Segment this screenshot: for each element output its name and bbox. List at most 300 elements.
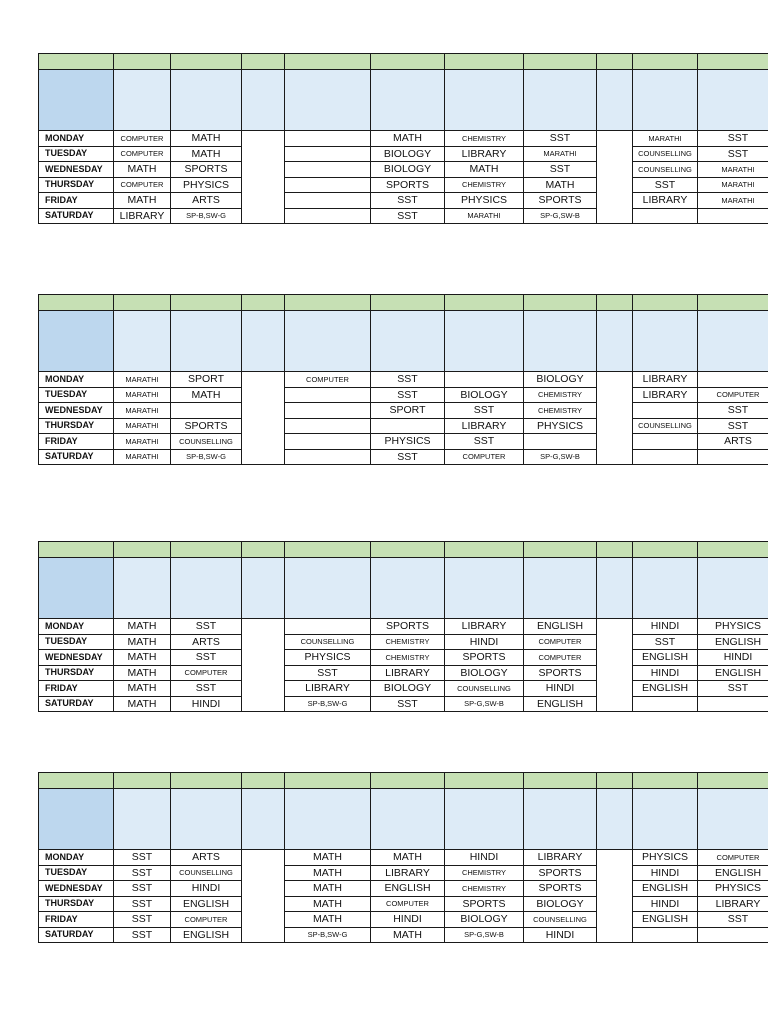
- period-label-cell: [371, 789, 445, 850]
- header-cell: [114, 295, 171, 311]
- subject-cell: HINDI: [171, 881, 242, 897]
- timetable-3: [38, 541, 768, 712]
- header-cell: [371, 542, 445, 558]
- subject-cell: [597, 865, 633, 881]
- subject-cell: SPORTS: [171, 162, 242, 178]
- subject-cell: MARATHI: [698, 162, 768, 178]
- subject-cell: ENGLISH: [633, 912, 698, 928]
- day-row: [39, 131, 768, 147]
- subject-cell: CHEMISTRY: [524, 387, 597, 403]
- header-row: [39, 773, 768, 789]
- subject-cell: MATH: [371, 131, 445, 147]
- subject-cell: [371, 418, 445, 434]
- subject-cell: [242, 634, 285, 650]
- header-cell: [597, 773, 633, 789]
- subject-cell: ENGLISH: [371, 881, 445, 897]
- subject-cell: LIBRARY: [633, 387, 698, 403]
- day-label: FRIDAY: [39, 912, 114, 928]
- day-label: MONDAY: [39, 619, 114, 635]
- subject-cell: [597, 881, 633, 897]
- period-label-cell: [524, 70, 597, 131]
- day-label: FRIDAY: [39, 681, 114, 697]
- subject-cell: SPORTS: [371, 619, 445, 635]
- subject-cell: MARATHI: [524, 146, 597, 162]
- period-label-cell: [524, 789, 597, 850]
- subject-cell: MARATHI: [114, 372, 171, 388]
- subject-cell: SST: [698, 131, 768, 147]
- subject-cell: [597, 650, 633, 666]
- subject-cell: [285, 208, 371, 224]
- subject-cell: ENGLISH: [633, 650, 698, 666]
- subject-cell: PHYSICS: [371, 434, 445, 450]
- header-cell: [242, 295, 285, 311]
- period-label-cell: [171, 70, 242, 131]
- subject-cell: BIOLOGY: [524, 896, 597, 912]
- subject-cell: COUNSELLING: [633, 146, 698, 162]
- header-cell: [524, 773, 597, 789]
- subject-cell: [597, 403, 633, 419]
- subject-cell: [242, 665, 285, 681]
- subject-cell: [242, 650, 285, 666]
- subject-cell: [171, 403, 242, 419]
- period-label-cell: [242, 70, 285, 131]
- header-cell: [524, 542, 597, 558]
- subject-cell: SST: [171, 681, 242, 697]
- day-row: [39, 650, 768, 666]
- subject-cell: SST: [524, 162, 597, 178]
- subject-cell: [597, 208, 633, 224]
- header-cell: [633, 54, 698, 70]
- subject-cell: PHYSICS: [698, 619, 768, 635]
- day-row: [39, 912, 768, 928]
- header-cell: [39, 295, 114, 311]
- header-cell: [242, 542, 285, 558]
- subject-cell: [242, 696, 285, 712]
- subject-cell: SPORTS: [445, 650, 524, 666]
- subject-cell: [242, 434, 285, 450]
- day-row: [39, 434, 768, 450]
- subject-cell: HINDI: [633, 865, 698, 881]
- subject-cell: [698, 449, 768, 465]
- day-row: [39, 418, 768, 434]
- subject-cell: ARTS: [171, 634, 242, 650]
- period-label-cell: [242, 311, 285, 372]
- subject-cell: SST: [698, 418, 768, 434]
- subject-cell: LIBRARY: [633, 193, 698, 209]
- day-row: [39, 634, 768, 650]
- subject-cell: SST: [524, 131, 597, 147]
- subject-cell: HINDI: [171, 696, 242, 712]
- subject-cell: ENGLISH: [698, 865, 768, 881]
- header-cell: [597, 54, 633, 70]
- subject-cell: [597, 619, 633, 635]
- day-row: [39, 449, 768, 465]
- subject-cell: ENGLISH: [171, 896, 242, 912]
- subject-cell: [285, 449, 371, 465]
- header-cell: [524, 295, 597, 311]
- subject-cell: PHYSICS: [445, 193, 524, 209]
- subject-cell: SST: [371, 208, 445, 224]
- subject-cell: [597, 418, 633, 434]
- header-cell: [445, 773, 524, 789]
- day-row: [39, 162, 768, 178]
- day-label: MONDAY: [39, 850, 114, 866]
- subject-cell: MATH: [114, 634, 171, 650]
- subject-cell: MARATHI: [114, 449, 171, 465]
- period-label-cell: [524, 558, 597, 619]
- day-label: MONDAY: [39, 131, 114, 147]
- period-label-cell: [698, 70, 768, 131]
- subject-cell: [597, 927, 633, 943]
- subject-cell: [597, 387, 633, 403]
- subject-cell: COMPUTER: [524, 634, 597, 650]
- subject-cell: BIOLOGY: [445, 387, 524, 403]
- day-label: WEDNESDAY: [39, 650, 114, 666]
- subject-cell: MATH: [114, 696, 171, 712]
- subject-cell: CHEMISTRY: [445, 881, 524, 897]
- subject-cell: [242, 881, 285, 897]
- subject-cell: [597, 449, 633, 465]
- subject-cell: MARATHI: [114, 387, 171, 403]
- subject-cell: COMPUTER: [114, 146, 171, 162]
- period-label-cell: [114, 311, 171, 372]
- header-cell: [698, 54, 768, 70]
- subject-cell: CHEMISTRY: [445, 177, 524, 193]
- subject-cell: MATH: [114, 650, 171, 666]
- header-cell: [285, 54, 371, 70]
- header-cell: [698, 295, 768, 311]
- subject-cell: LIBRARY: [285, 681, 371, 697]
- subject-cell: [285, 131, 371, 147]
- subject-cell: [597, 912, 633, 928]
- subject-cell: MATH: [114, 193, 171, 209]
- subject-cell: COUNSELLING: [445, 681, 524, 697]
- subject-cell: [597, 434, 633, 450]
- subject-cell: LIBRARY: [698, 896, 768, 912]
- subject-cell: [698, 372, 768, 388]
- header-cell: [39, 54, 114, 70]
- subject-cell: ENGLISH: [171, 927, 242, 943]
- subject-cell: SST: [171, 619, 242, 635]
- subject-cell: [242, 418, 285, 434]
- period-label-cell: [698, 789, 768, 850]
- subject-cell: LIBRARY: [445, 619, 524, 635]
- subject-cell: SST: [114, 881, 171, 897]
- period-label-cell: [633, 789, 698, 850]
- header-cell: [371, 295, 445, 311]
- subject-cell: [242, 193, 285, 209]
- subject-cell: HINDI: [698, 650, 768, 666]
- subject-cell: HINDI: [633, 665, 698, 681]
- subject-cell: COMPUTER: [114, 131, 171, 147]
- day-label: TUESDAY: [39, 387, 114, 403]
- period-label-cell: [285, 789, 371, 850]
- subject-cell: MARATHI: [114, 403, 171, 419]
- subject-cell: SPORT: [171, 372, 242, 388]
- subject-cell: [597, 896, 633, 912]
- subject-cell: MATH: [445, 162, 524, 178]
- subject-cell: SST: [698, 912, 768, 928]
- timetable-4: [38, 772, 768, 943]
- subject-cell: MATH: [285, 912, 371, 928]
- period-label-cell: [371, 311, 445, 372]
- subject-cell: [242, 403, 285, 419]
- day-row: [39, 193, 768, 209]
- subject-cell: PHYSICS: [633, 850, 698, 866]
- period-label-cell: [371, 70, 445, 131]
- subject-cell: MATH: [171, 146, 242, 162]
- subject-cell: SST: [445, 434, 524, 450]
- day-row: [39, 865, 768, 881]
- header-cell: [597, 295, 633, 311]
- subject-cell: [242, 387, 285, 403]
- subject-cell: COMPUTER: [698, 387, 768, 403]
- subject-cell: SPORTS: [524, 665, 597, 681]
- period-label-cell: [285, 70, 371, 131]
- subject-cell: [597, 193, 633, 209]
- subject-cell: LIBRARY: [371, 865, 445, 881]
- subject-cell: SST: [698, 403, 768, 419]
- day-row: [39, 881, 768, 897]
- header-row: [39, 295, 768, 311]
- day-label: WEDNESDAY: [39, 403, 114, 419]
- subject-cell: MARATHI: [114, 418, 171, 434]
- subject-cell: HINDI: [633, 896, 698, 912]
- subject-cell: PHYSICS: [524, 418, 597, 434]
- subject-cell: [242, 208, 285, 224]
- subject-cell: MATH: [114, 665, 171, 681]
- subject-cell: [633, 927, 698, 943]
- subject-cell: HINDI: [445, 634, 524, 650]
- subject-cell: COUNSELLING: [633, 162, 698, 178]
- subject-cell: SST: [371, 387, 445, 403]
- subject-cell: MARATHI: [114, 434, 171, 450]
- period-label-cell: [171, 789, 242, 850]
- period-label-cell: [114, 789, 171, 850]
- subject-cell: [242, 865, 285, 881]
- period-label-cell: [698, 558, 768, 619]
- header-cell: [371, 773, 445, 789]
- subject-cell: HINDI: [633, 619, 698, 635]
- subject-cell: CHEMISTRY: [371, 634, 445, 650]
- header-cell: [114, 54, 171, 70]
- day-label: SATURDAY: [39, 449, 114, 465]
- period-label-row: [39, 558, 768, 619]
- subject-cell: SST: [114, 865, 171, 881]
- subject-cell: LIBRARY: [524, 850, 597, 866]
- day-label: FRIDAY: [39, 193, 114, 209]
- subject-cell: SP-G,SW-B: [445, 927, 524, 943]
- header-cell: [633, 773, 698, 789]
- subject-cell: PHYSICS: [285, 650, 371, 666]
- subject-cell: HINDI: [524, 927, 597, 943]
- subject-cell: SST: [633, 634, 698, 650]
- subject-cell: ENGLISH: [524, 696, 597, 712]
- subject-cell: COMPUTER: [524, 650, 597, 666]
- subject-cell: [242, 896, 285, 912]
- period-label-row: [39, 789, 768, 850]
- period-label-cell: [597, 311, 633, 372]
- timetable-2: [38, 294, 768, 465]
- subject-cell: [285, 177, 371, 193]
- subject-cell: [242, 619, 285, 635]
- subject-cell: [285, 418, 371, 434]
- subject-cell: MATH: [114, 619, 171, 635]
- subject-cell: SST: [371, 372, 445, 388]
- period-label-cell: [445, 558, 524, 619]
- subject-cell: MATH: [371, 850, 445, 866]
- subject-cell: [597, 850, 633, 866]
- subject-cell: ARTS: [171, 850, 242, 866]
- subject-cell: SST: [633, 177, 698, 193]
- subject-cell: [242, 372, 285, 388]
- subject-cell: COMPUTER: [445, 449, 524, 465]
- subject-cell: COUNSELLING: [633, 418, 698, 434]
- day-label: WEDNESDAY: [39, 162, 114, 178]
- header-cell: [171, 542, 242, 558]
- header-cell: [114, 542, 171, 558]
- day-label: THURSDAY: [39, 418, 114, 434]
- period-label-cell: [597, 70, 633, 131]
- header-row: [39, 542, 768, 558]
- subject-cell: ARTS: [171, 193, 242, 209]
- subject-cell: ENGLISH: [633, 681, 698, 697]
- subject-cell: [242, 912, 285, 928]
- subject-cell: SST: [114, 927, 171, 943]
- subject-cell: LIBRARY: [633, 372, 698, 388]
- subject-cell: SP-B,SW-G: [285, 927, 371, 943]
- subject-cell: SST: [445, 403, 524, 419]
- period-label-row: [39, 311, 768, 372]
- subject-cell: PHYSICS: [171, 177, 242, 193]
- period-label-cell: [114, 558, 171, 619]
- day-label: TUESDAY: [39, 146, 114, 162]
- period-label-cell: [371, 558, 445, 619]
- subject-cell: BIOLOGY: [371, 146, 445, 162]
- subject-cell: MATH: [285, 850, 371, 866]
- header-cell: [371, 54, 445, 70]
- header-cell: [524, 54, 597, 70]
- subject-cell: [698, 208, 768, 224]
- subject-cell: [242, 131, 285, 147]
- subject-cell: COMPUTER: [698, 850, 768, 866]
- day-label: SATURDAY: [39, 927, 114, 943]
- subject-cell: LIBRARY: [371, 665, 445, 681]
- subject-cell: SPORTS: [524, 193, 597, 209]
- subject-cell: COMPUTER: [285, 372, 371, 388]
- header-cell: [114, 773, 171, 789]
- subject-cell: SPORT: [371, 403, 445, 419]
- subject-cell: CHEMISTRY: [445, 131, 524, 147]
- subject-cell: [597, 634, 633, 650]
- subject-cell: SP-G,SW-B: [524, 208, 597, 224]
- subject-cell: CHEMISTRY: [524, 403, 597, 419]
- subject-cell: SPORTS: [445, 896, 524, 912]
- subject-cell: BIOLOGY: [524, 372, 597, 388]
- subject-cell: SPORTS: [171, 418, 242, 434]
- subject-cell: ENGLISH: [698, 665, 768, 681]
- header-cell: [171, 773, 242, 789]
- subject-cell: [597, 146, 633, 162]
- day-label: THURSDAY: [39, 896, 114, 912]
- day-label: WEDNESDAY: [39, 881, 114, 897]
- subject-cell: BIOLOGY: [445, 665, 524, 681]
- subject-cell: [285, 162, 371, 178]
- day-row: [39, 146, 768, 162]
- subject-cell: [633, 403, 698, 419]
- subject-cell: [698, 927, 768, 943]
- subject-cell: [285, 146, 371, 162]
- subject-cell: [285, 619, 371, 635]
- period-label-cell: [39, 789, 114, 850]
- header-row: [39, 54, 768, 70]
- subject-cell: SPORTS: [524, 881, 597, 897]
- period-label-cell: [39, 558, 114, 619]
- period-label-cell: [633, 311, 698, 372]
- day-row: [39, 665, 768, 681]
- day-label: TUESDAY: [39, 634, 114, 650]
- day-row: [39, 619, 768, 635]
- subject-cell: MARATHI: [445, 208, 524, 224]
- subject-cell: MATH: [524, 177, 597, 193]
- subject-cell: SST: [371, 193, 445, 209]
- subject-cell: CHEMISTRY: [371, 650, 445, 666]
- subject-cell: [597, 372, 633, 388]
- day-label: SATURDAY: [39, 208, 114, 224]
- subject-cell: [597, 665, 633, 681]
- subject-cell: [597, 681, 633, 697]
- header-cell: [633, 542, 698, 558]
- subject-cell: [285, 403, 371, 419]
- subject-cell: [242, 162, 285, 178]
- subject-cell: PHYSICS: [698, 881, 768, 897]
- subject-cell: LIBRARY: [445, 146, 524, 162]
- period-label-cell: [114, 70, 171, 131]
- subject-cell: [633, 208, 698, 224]
- subject-cell: SST: [114, 912, 171, 928]
- header-cell: [39, 773, 114, 789]
- period-label-cell: [633, 70, 698, 131]
- day-row: [39, 681, 768, 697]
- subject-cell: HINDI: [371, 912, 445, 928]
- header-cell: [171, 295, 242, 311]
- subject-cell: COMPUTER: [371, 896, 445, 912]
- day-row: [39, 896, 768, 912]
- subject-cell: HINDI: [524, 681, 597, 697]
- header-cell: [285, 773, 371, 789]
- subject-cell: COUNSELLING: [171, 865, 242, 881]
- subject-cell: [285, 193, 371, 209]
- period-label-cell: [39, 70, 114, 131]
- subject-cell: [242, 850, 285, 866]
- subject-cell: COUNSELLING: [171, 434, 242, 450]
- day-row: [39, 696, 768, 712]
- subject-cell: SP-B,SW-G: [285, 696, 371, 712]
- subject-cell: SST: [114, 850, 171, 866]
- subject-cell: [633, 696, 698, 712]
- subject-cell: [242, 927, 285, 943]
- subject-cell: MATH: [171, 131, 242, 147]
- subject-cell: [285, 387, 371, 403]
- header-cell: [633, 295, 698, 311]
- subject-cell: ENGLISH: [698, 634, 768, 650]
- period-label-cell: [633, 558, 698, 619]
- subject-cell: COUNSELLING: [285, 634, 371, 650]
- subject-cell: SST: [371, 696, 445, 712]
- day-row: [39, 850, 768, 866]
- subject-cell: [242, 681, 285, 697]
- subject-cell: SP-G,SW-B: [445, 696, 524, 712]
